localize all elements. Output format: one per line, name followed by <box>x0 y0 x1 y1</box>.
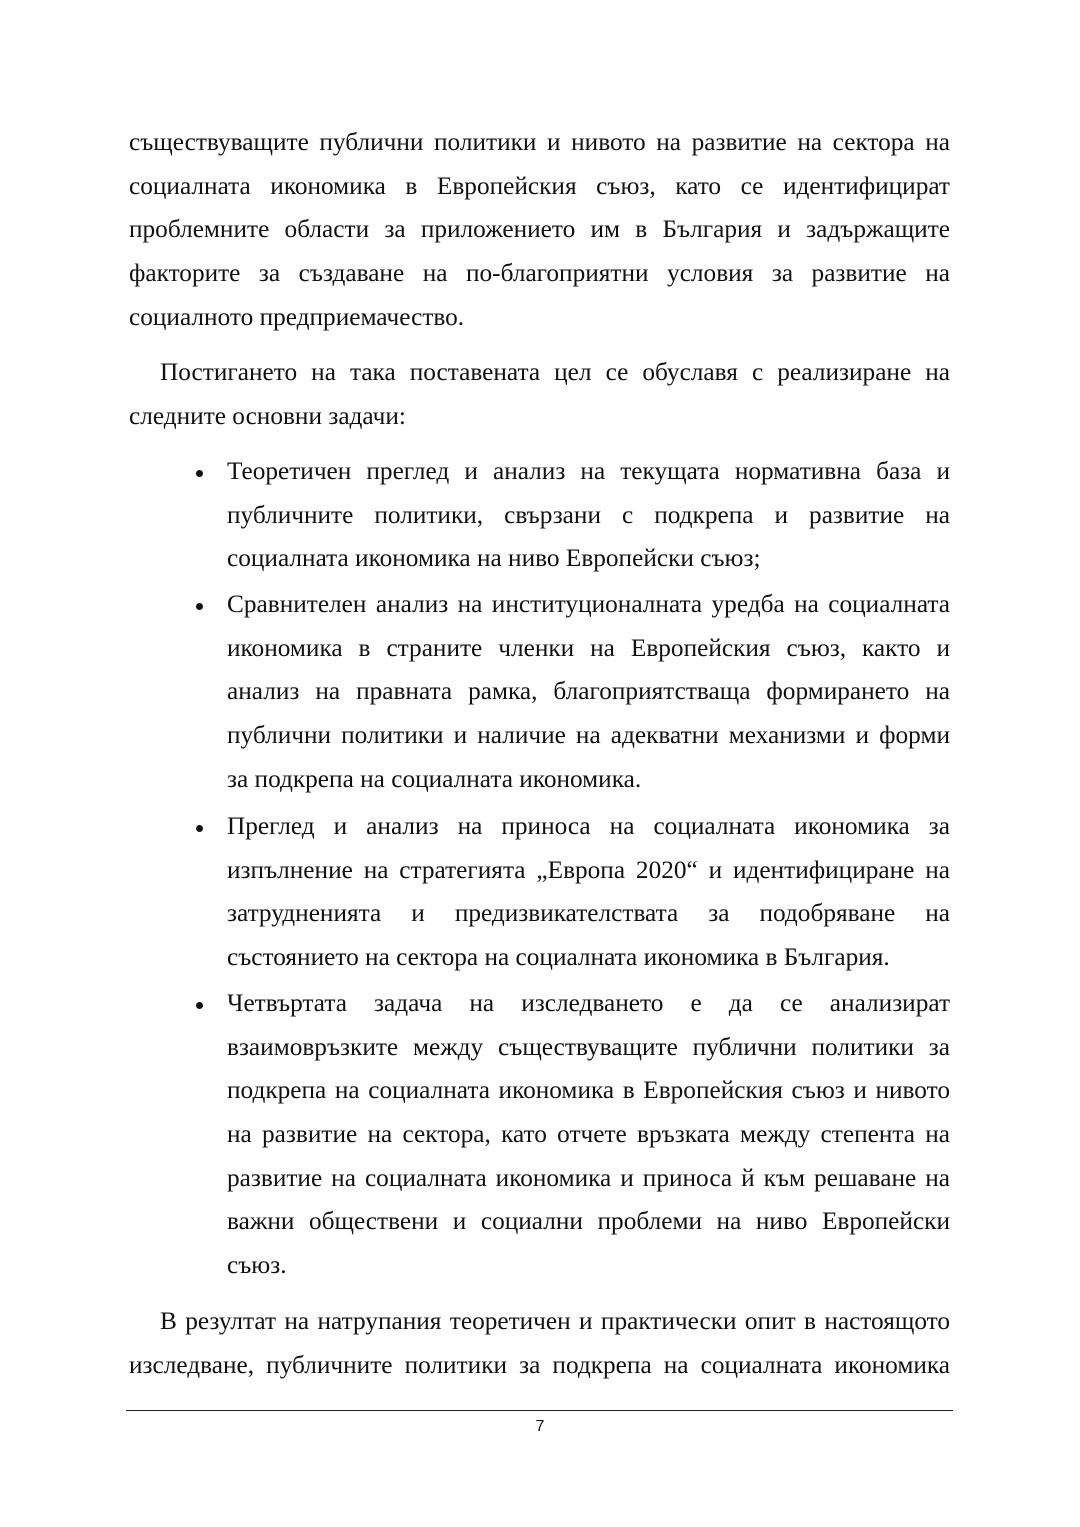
text-line: подкрепа на социалната икономика в Европейския съюз и нивото <box>227 1076 950 1105</box>
text-line: изпълнение на стратегията „Европа 2020“ и идентифициране на <box>227 855 950 884</box>
text-line: съюз. <box>227 1251 287 1280</box>
intro-paragraph <box>129 121 950 339</box>
text-line: Теоретичен преглед и анализ на текущата нормативна база и <box>227 457 950 485</box>
text-line: взаимовръзките между съществуващите публични политики за <box>227 1032 950 1061</box>
text-line: важни обществени и социални проблеми на ниво Европейски <box>227 1207 950 1236</box>
bullet-icon <box>196 825 203 832</box>
bullet-icon <box>196 1002 203 1009</box>
text-line: развитие на социалната икономика и приноса й към решаване на <box>227 1163 950 1192</box>
bullet-icon <box>196 470 203 477</box>
text-line: социалното предприемачество. <box>129 302 465 331</box>
task-list-item <box>227 805 950 980</box>
text-line: анализ на правната рамка, благоприятстваща формирането на <box>227 677 950 706</box>
text-line: социалната икономика в Европейския съюз, като се идентифицират <box>129 171 950 200</box>
text-line: изследване, публичните политики за подкрепа на социалната икономика <box>129 1350 950 1379</box>
task-list-item <box>227 982 950 1288</box>
text-line: факторите за създаване на по-благоприятни условия за развитие на <box>129 259 950 288</box>
text-line: Четвъртата задача на изследването е да се анализират <box>227 989 950 1017</box>
text-line: икономика в страните членки на Европейския съюз, както и <box>227 633 950 662</box>
text-line: публичните политики, свързани с подкрепа и развитие на <box>227 500 950 529</box>
bullet-icon <box>196 603 203 610</box>
conclusion-paragraph <box>129 1300 950 1387</box>
text-line: затрудненията и предизвикателствата за подобряване на <box>227 899 950 928</box>
task-list-item <box>227 583 950 801</box>
page-number: 7 <box>535 1418 545 1435</box>
text-line: В резултат на натрупания теоретичен и практически опит в настоящото <box>160 1307 950 1335</box>
task-list-item <box>227 450 950 581</box>
text-line: следните основни задачи: <box>129 401 406 430</box>
text-line: социалната икономика на ниво Европейски съюз; <box>227 544 761 573</box>
text-line: Сравнителен анализ на институционалната уредба на социалната <box>227 590 950 618</box>
text-line: Постигането на така поставената цел се обуславя с реализиране на <box>160 358 950 386</box>
text-line: за подкрепа на социалната икономика. <box>227 764 642 793</box>
text-line: Преглед и анализ на приноса на социалната икономика за <box>227 812 950 840</box>
text-line: на развитие на сектора, като отчете връзката между степента на <box>227 1120 950 1149</box>
text-line: публични политики и наличие на адекватни механизми и форми <box>227 721 950 750</box>
tasks-intro-paragraph <box>129 351 950 438</box>
text-line: състоянието на сектора на социалната икономика в България. <box>227 943 890 972</box>
text-line: проблемните области за приложението им в България и задържащите <box>129 215 950 244</box>
text-line: съществуващите публични политики и нивото на развитие на сектора на <box>129 128 950 156</box>
footer-divider <box>126 1410 953 1411</box>
